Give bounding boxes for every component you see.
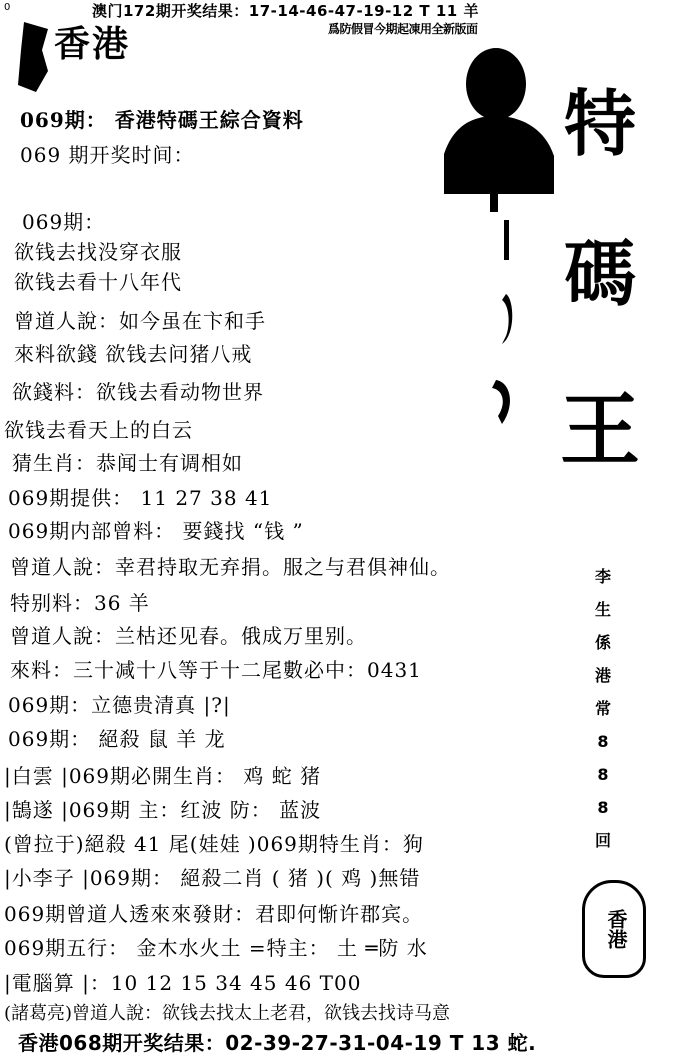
text-line: 欲钱去看十八年代 <box>14 270 182 294</box>
title-char: 王 <box>560 383 640 477</box>
slogan-char: 李 <box>594 567 611 586</box>
logo-mark-icon <box>18 22 48 92</box>
slogan-char: 8 <box>597 765 609 784</box>
text-line: 來料：三十减十八等于十二尾數必中：0431 <box>10 658 422 682</box>
logo-text: 香港 <box>54 23 131 65</box>
portrait-image <box>444 44 554 434</box>
text-line: 猜生肖：恭闻士有调相如 <box>12 451 243 475</box>
numbers-line: 069期提供： 11 27 38 41 <box>8 486 273 510</box>
title-char: 特 <box>563 81 636 166</box>
text-line: 曾道人說：幸君持取无弃捐。服之与君俱神仙。 <box>10 555 451 579</box>
vertical-slogan <box>588 560 618 857</box>
title-column <box>560 70 640 490</box>
text-line: 069期五行： 金木水火土 =特主： 土 ═防 水 <box>4 936 428 960</box>
text-line: 特别料：36 羊 <box>10 591 150 615</box>
numbers-line: |電腦算 |：10 12 15 34 45 46 T00 <box>4 971 362 995</box>
slogan-char: 生 <box>594 600 611 619</box>
text-line: (諸葛亮)曾道人說：欲钱去找太上老君，欲钱去找诗马意 <box>4 1003 451 1024</box>
text-line: 069期内部曾料： 要錢找 “钱 ” <box>8 519 304 543</box>
macau-result-header: 澳门172期开奖结果：17-14-46-47-19-12 T 11 羊 <box>92 2 479 20</box>
text-line: 069期： 絕殺 鼠 羊 龙 <box>8 727 226 751</box>
seal-stamp: 香港 <box>582 880 646 978</box>
issue-title-line: 069期： 香港特碼王綜合資料 <box>20 108 304 132</box>
slogan-char: 係 <box>594 633 611 652</box>
text-line: 欲钱去找没穿衣服 <box>14 240 182 264</box>
text-line: 欲钱去看天上的白云 <box>4 418 193 442</box>
text-line: 069期：立德贵清真 |?| <box>8 693 231 717</box>
slogan-char: 8 <box>597 798 609 817</box>
title-char: 碼 <box>563 231 636 316</box>
slogan-char: 常 <box>594 699 611 718</box>
text-line: |鵠遂 |069期 主：红波 防： 蓝波 <box>4 798 322 822</box>
hk-result-footer: 香港068期开奖结果：02-39-27-31-04-19 T 13 蛇. <box>18 1031 537 1055</box>
slogan-char: 8 <box>597 732 609 751</box>
header-subtitle: 爲防假冒今期起凍用全新版面 <box>328 22 478 36</box>
text-line: |白雲 |069期必開生肖： 鸡 蛇 猪 <box>4 764 322 788</box>
text-line: (曾拉于)絕殺 41 尾(娃娃 )069期特生肖：狗 <box>4 832 424 856</box>
slogan-char: 回 <box>594 831 611 850</box>
text-line: 069期曾道人透來來發財：君即何惭许郡宾。 <box>4 902 424 926</box>
issue-label-line: 069期： <box>22 210 106 234</box>
slogan-char: 港 <box>594 666 611 685</box>
text-line: 欲錢料：欲钱去看动物世界 <box>12 380 264 404</box>
text-line: 來料欲錢 欲钱去问猪八戒 <box>14 342 253 366</box>
text-line: 曾道人說：如今虽在卞和手 <box>14 309 266 333</box>
text-line: |小李子 |069期： 絕殺二肖 ( 猪 )( 鸡 )無错 <box>4 866 421 890</box>
draw-time-line: 069 期开奖时间： <box>20 143 195 167</box>
corner-mark: 0 <box>4 2 11 13</box>
text-line: 曾道人說：兰枯还见春。俄成万里别。 <box>10 624 367 648</box>
